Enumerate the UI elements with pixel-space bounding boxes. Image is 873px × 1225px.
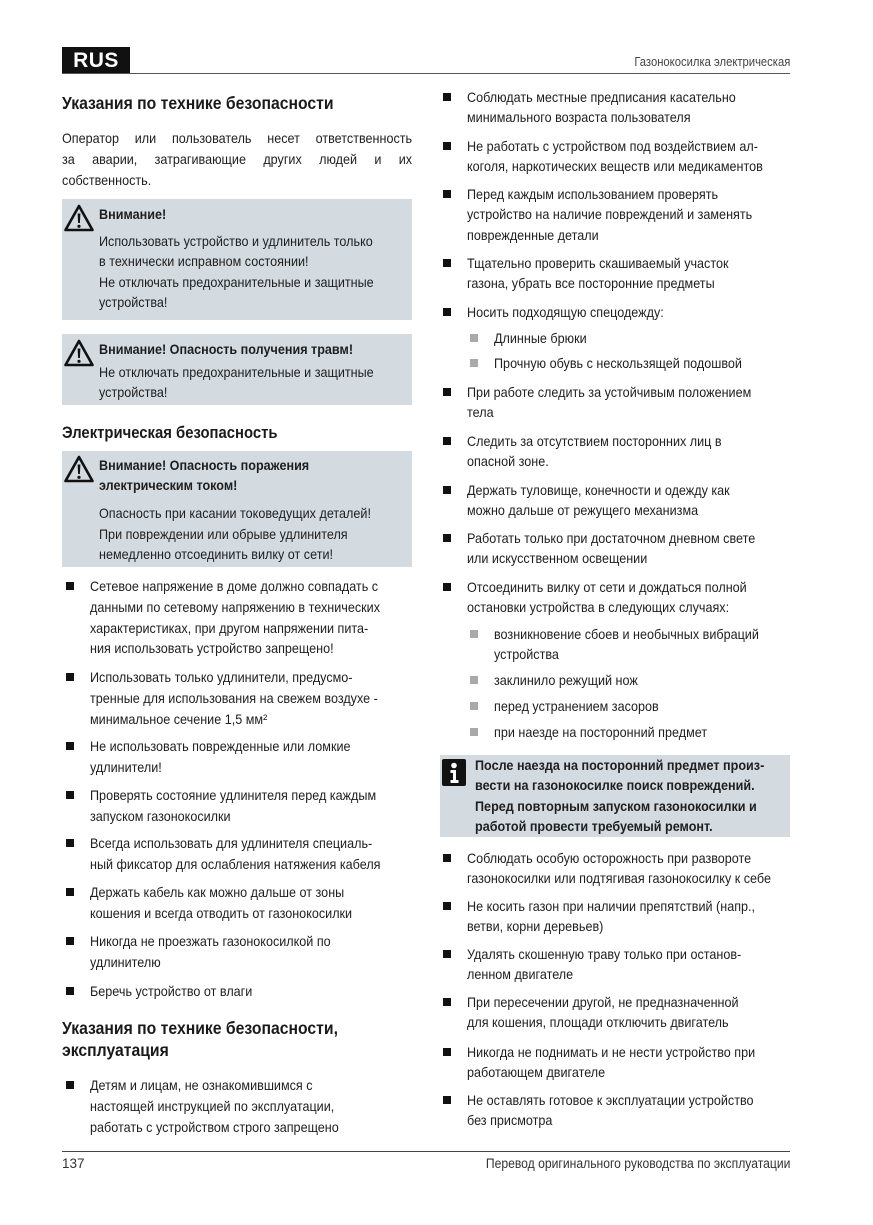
info-note-text: После наезда на посторонний предмет произ- вести на газонокосилке поиск повреждений. Перед повторным запуском газонокосилки и работой провести требуемый ремонт. (475, 757, 765, 834)
warning-text: Опасность при касании токоведущих деталей! При повреждении или обрыве удлинителя немедленно отсоединить вилку от сети! (99, 505, 371, 562)
list-item (62, 1075, 412, 1135)
list-item-text: Держать кабель как можно дальше от зоны кошения и всегда отводить от газонокосилки (90, 884, 353, 921)
list-item (440, 302, 790, 322)
sub-list-item-text: заклинило режущий нож (494, 672, 638, 688)
intro-line: за аварии, затрагивающие других людей и их (62, 151, 413, 167)
list-item (440, 136, 790, 175)
footer-divider (62, 1151, 790, 1152)
list-item (440, 848, 790, 887)
list-item-text: Детям и лицам, не ознакомившимся с настоящей инструкцией по эксплуатации, работать с устройством строго запрещено (90, 1077, 339, 1135)
bullet-square-icon (443, 1096, 451, 1104)
list-item (440, 992, 790, 1031)
footer-note: Перевод оригинального руководства по эксплуатации (485, 1156, 790, 1171)
list-item-text: Использовать только удлинители, предусмо- тренные для использования на свежем воздухе - минимальное сечение 1,5 мм² (90, 669, 378, 727)
bullet-square-icon (66, 673, 74, 681)
list-item (62, 785, 412, 824)
sub-list-item (440, 328, 790, 348)
list-item-text: Всегда использовать для удлинителя специаль- ный фиксатор для ослабления натяжения кабеля (90, 835, 381, 872)
bullet-square-icon (66, 791, 74, 799)
warning-triangle-icon (64, 204, 94, 232)
list-item-text: Никогда не поднимать и не нести устройство при работающем двигателе (467, 1044, 756, 1081)
list-item-text: Следить за отсутствием посторонних лиц в опасной зоне. (467, 433, 722, 470)
list-item-text: Соблюдать местные предписания касательно минимального возраста пользователя (467, 89, 736, 126)
list-item (440, 944, 790, 983)
bullet-square-icon (443, 259, 451, 267)
language-badge: RUS (62, 47, 130, 74)
list-item (62, 736, 412, 775)
bullet-square-icon (66, 987, 74, 995)
list-item (440, 1042, 790, 1081)
bullet-square-icon (443, 950, 451, 958)
list-item-text: При пересечении другой, не предназначенной для кошения, площади отключить двигатель (467, 994, 739, 1031)
list-item (440, 184, 790, 243)
warning-box (62, 199, 412, 320)
list-item (440, 87, 790, 126)
sub-bullet-square-icon (470, 676, 478, 684)
info-note-box (440, 755, 790, 837)
sub-list-item (440, 624, 790, 663)
list-item (440, 896, 790, 935)
page-number: 137 (62, 1156, 85, 1171)
sub-list-item (440, 722, 790, 742)
bullet-square-icon (443, 998, 451, 1006)
warning-box (62, 334, 412, 405)
list-item (62, 981, 412, 1001)
section-heading-safety: Указания по технике безопасности (62, 93, 334, 113)
intro-paragraph (62, 128, 412, 191)
bullet-square-icon (66, 839, 74, 847)
warning-text: Использовать устройство и удлинитель только в технически исправном состоянии! (99, 232, 373, 270)
bullet-square-icon (443, 142, 451, 150)
list-item-text: Отсоединить вилку от сети и дождаться полной остановки устройства в следующих случаях: (467, 579, 747, 616)
warning-triangle-icon (64, 339, 94, 367)
intro-line: Оператор или пользователь несет ответственность (62, 130, 413, 146)
list-item (62, 576, 412, 657)
sub-list-item-text: перед устранением засоров (494, 698, 659, 714)
list-item-text: Сетевое напряжение в доме должно совпадать с данными по сетевому напряжению в технических характеристиках, при другом напряжении пита- ния использовать устройство запрещено! (90, 578, 380, 657)
warning-text: Не отключать предохранительные и защитные устройства! (99, 273, 374, 310)
bullet-square-icon (443, 1048, 451, 1056)
list-item-text: Держать туловище, конечности и одежду как можно дальше от режущего механизма (467, 482, 730, 519)
list-item (62, 931, 412, 970)
sub-list-item-text: возникновение сбоев и необычных вибраций устройства (494, 626, 759, 663)
list-item (440, 480, 790, 519)
sub-list-item-text: Длинные брюки (494, 330, 587, 346)
list-item (62, 833, 412, 872)
sub-list-item (440, 353, 790, 373)
bullet-square-icon (66, 742, 74, 750)
sub-bullet-square-icon (470, 630, 478, 638)
list-item-text: Работать только при достаточном дневном свете или искусственном освещении (467, 530, 756, 567)
warning-title: Внимание! Опасность получения травм! (99, 341, 354, 357)
warning-title: Внимание! Опасность поражения электрическим током! (99, 457, 310, 494)
list-item-text: Не работать с устройством под воздействием ал- коголя, наркотических веществ или медикаментов (467, 138, 763, 175)
list-item-text: Не использовать поврежденные или ломкие удлинители! (90, 738, 351, 775)
bullet-square-icon (66, 1081, 74, 1089)
warning-text: Не отключать предохранительные и защитные устройства! (99, 363, 374, 401)
section-heading-operation: Указания по технике безопасности, эксплуатация (62, 1018, 338, 1060)
section-heading-electrical: Электрическая безопасность (62, 424, 278, 442)
list-item (440, 431, 790, 470)
list-item-text: Носить подходящую спецодежду: (467, 304, 664, 320)
bullet-square-icon (443, 190, 451, 198)
list-item (62, 667, 412, 727)
warning-triangle-icon (64, 455, 94, 483)
list-item (62, 882, 412, 921)
list-item-text: Никогда не проезжать газонокосилкой по удлинителю (90, 933, 331, 970)
list-item (440, 528, 790, 567)
bullet-square-icon (443, 854, 451, 862)
list-item (440, 1090, 790, 1129)
sub-bullet-square-icon (470, 334, 478, 342)
list-item-text: Беречь устройство от влаги (90, 983, 253, 999)
bullet-square-icon (443, 308, 451, 316)
bullet-square-icon (443, 902, 451, 910)
list-item-text: Соблюдать особую осторожность при развороте газонокосилки или подтягивая газонокосилку к себе (467, 850, 772, 887)
list-item-text: Не оставлять готовое к эксплуатации устройство без присмотра (467, 1092, 754, 1129)
sub-list-item-text: при наезде на посторонний предмет (494, 724, 708, 740)
list-item-text: Проверять состояние удлинителя перед каждым запуском газонокосилки (90, 787, 377, 824)
list-item-text: Не косить газон при наличии препятствий (напр., ветви, корни деревьев) (467, 898, 756, 935)
intro-line: собственность. (62, 172, 152, 188)
bullet-square-icon (443, 437, 451, 445)
bullet-square-icon (443, 486, 451, 494)
header-divider (62, 73, 790, 74)
list-item-text: Перед каждым использованием проверять устройство на наличие повреждений и заменять поврежденные детали (467, 186, 753, 243)
bullet-square-icon (443, 93, 451, 101)
bullet-square-icon (66, 888, 74, 896)
bullet-square-icon (66, 937, 74, 945)
list-item-text: При работе следить за устойчивым положением тела (467, 384, 752, 421)
bullet-square-icon (443, 583, 451, 591)
sub-list-item (440, 696, 790, 716)
warning-box (62, 451, 412, 567)
list-item-text: Тщательно проверить скашиваемый участок газона, убрать все посторонние предметы (467, 255, 729, 292)
list-item (440, 577, 790, 616)
sub-bullet-square-icon (470, 359, 478, 367)
page-header-title: Газонокосилка электрическая (634, 55, 790, 69)
list-item-text: Удалять скошенную траву только при останов- ленном двигателе (467, 946, 742, 983)
list-item (440, 253, 790, 292)
warning-title: Внимание! (99, 206, 167, 222)
bullet-square-icon (443, 534, 451, 542)
sub-list-item (440, 670, 790, 690)
sub-list-item-text: Прочную обувь с нескользящей подошвой (494, 355, 742, 371)
sub-bullet-square-icon (470, 728, 478, 736)
info-icon (442, 759, 466, 786)
bullet-square-icon (443, 388, 451, 396)
list-item (440, 382, 790, 421)
sub-bullet-square-icon (470, 702, 478, 710)
bullet-square-icon (66, 582, 74, 590)
